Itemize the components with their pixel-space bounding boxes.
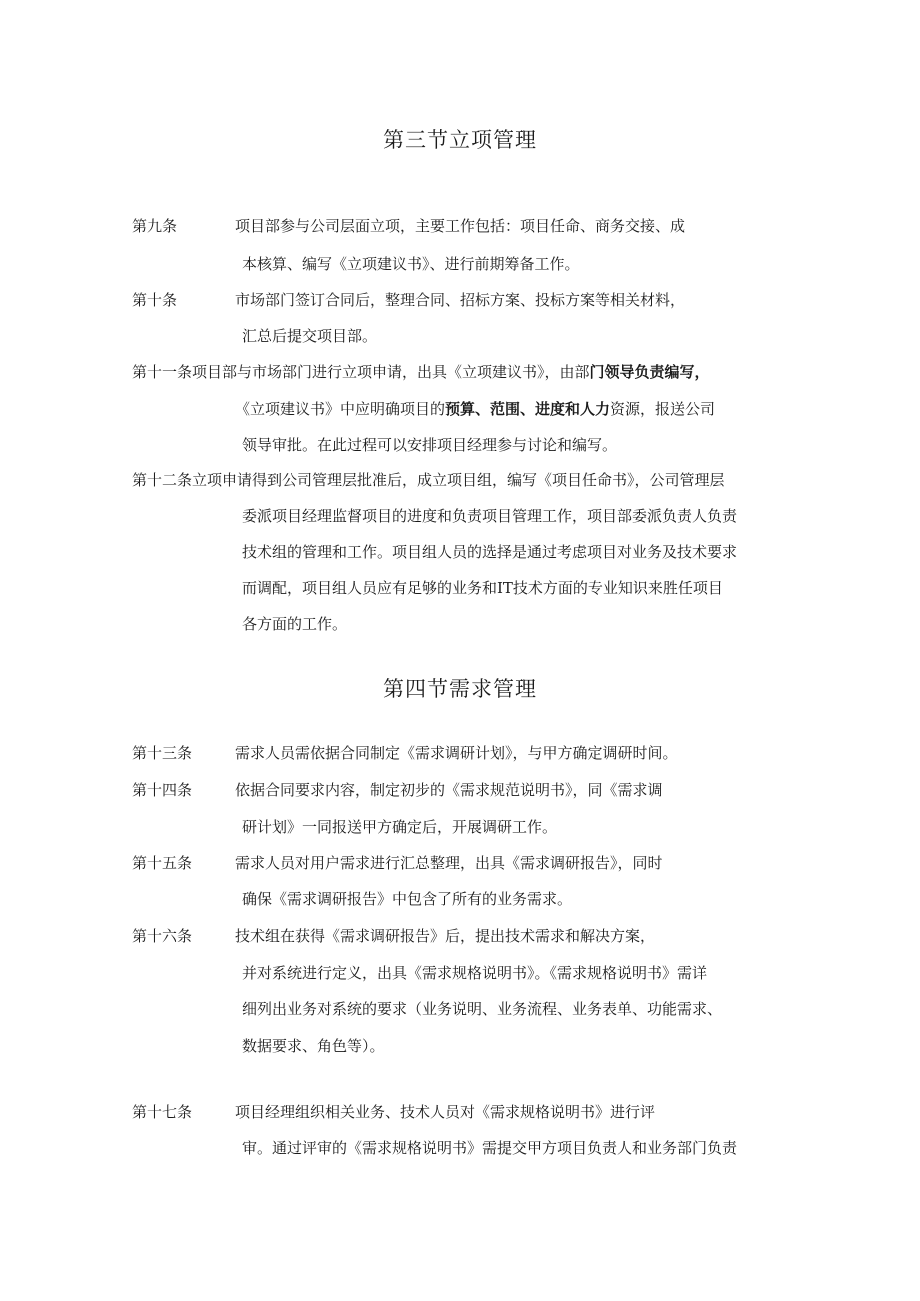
- article-number: 第十五条: [132, 854, 193, 872]
- bold-text: 预算、范围、进度和人力: [445, 400, 611, 418]
- article-text-line: 《立项建议书》中应明确项目的预算、范围、进度和人力资源，报送公司: [235, 400, 716, 418]
- article-text-line: 项目部与市场部门进行立项申请，出具《立项建议书》，由部门领导负责编写，: [192, 363, 710, 381]
- article-text-line: 技术组在获得《需求调研报告》后，提出技术需求和解决方案，: [235, 927, 656, 945]
- section-3-title: 第三节立项管理: [383, 128, 537, 152]
- article-text-line: 立项申请得到公司管理层批准后，成立项目组，编写《项目任命书》，公司管理层: [192, 471, 725, 489]
- section-4-title: 第四节需求管理: [383, 677, 537, 701]
- article-text-line: 细列出业务对系统的要求（业务说明、业务流程、业务表单、功能需求、: [242, 1000, 723, 1018]
- article-text-line: 本核算、编写《立项建议书》、进行前期筹备工作。: [242, 255, 580, 273]
- article-text-line: 需求人员对用户需求进行汇总整理，出具《需求调研报告》，同时: [235, 854, 663, 872]
- article-text-line: 研计划》一同报送甲方确定后，开展调研工作。: [242, 818, 558, 836]
- article-text-line: 需求人员需依据合同制定《需求调研计划》，与甲方确定调研时间。: [235, 744, 678, 762]
- article-text-line: 技术组的管理和工作。项目组人员的选择是通过考虑项目对业务及技术要求: [242, 543, 738, 561]
- article-text-line: 项目部参与公司层面立项，主要工作包括：项目任命、商务交接、成: [235, 217, 686, 235]
- article-text-line: 市场部门签订合同后，整理合同、招标方案、投标方案等相关材料，: [235, 291, 686, 309]
- article-text-line: 汇总后提交项目部。: [242, 327, 378, 345]
- article-text-line: 各方面的工作。: [242, 615, 348, 633]
- article-text-line: 领导审批。在此过程可以安排项目经理参与讨论和编写。: [242, 436, 618, 454]
- article-text-line: 数据要求、角色等）。: [242, 1037, 385, 1055]
- article-number: 第十一条: [132, 363, 193, 381]
- article-number: 第十七条: [132, 1103, 193, 1121]
- article-text-line: 审。通过评审的《需求规格说明书》需提交甲方项目负责人和业务部门负责: [242, 1139, 738, 1157]
- article-number: 第十四条: [132, 781, 193, 799]
- article-text-line: 确保《需求调研报告》中包含了所有的业务需求。: [242, 890, 573, 908]
- article-text-line: 依据合同要求内容，制定初步的《需求规范说明书》，同《需求调: [235, 781, 663, 799]
- article-number: 第九条: [132, 217, 178, 235]
- article-text-line: 委派项目经理监督项目的进度和负责项目管理工作，项目部委派负责人负责: [242, 507, 738, 525]
- article-number: 第十六条: [132, 927, 193, 945]
- article-number: 第十三条: [132, 744, 193, 762]
- article-number: 第十二条: [132, 471, 193, 489]
- bold-text: 门领导负责编写，: [589, 363, 710, 381]
- article-text-line: 并对系统进行定义，出具《需求规格说明书》。《需求规格说明书》需详: [242, 964, 708, 982]
- article-text-line: 项目经理组织相关业务、技术人员对《需求规格说明书》进行评: [235, 1103, 656, 1121]
- article-text-line: 而调配，项目组人员应有足够的业务和IT技术方面的专业知识来胜任项目: [242, 579, 723, 597]
- article-number: 第十条: [132, 291, 178, 309]
